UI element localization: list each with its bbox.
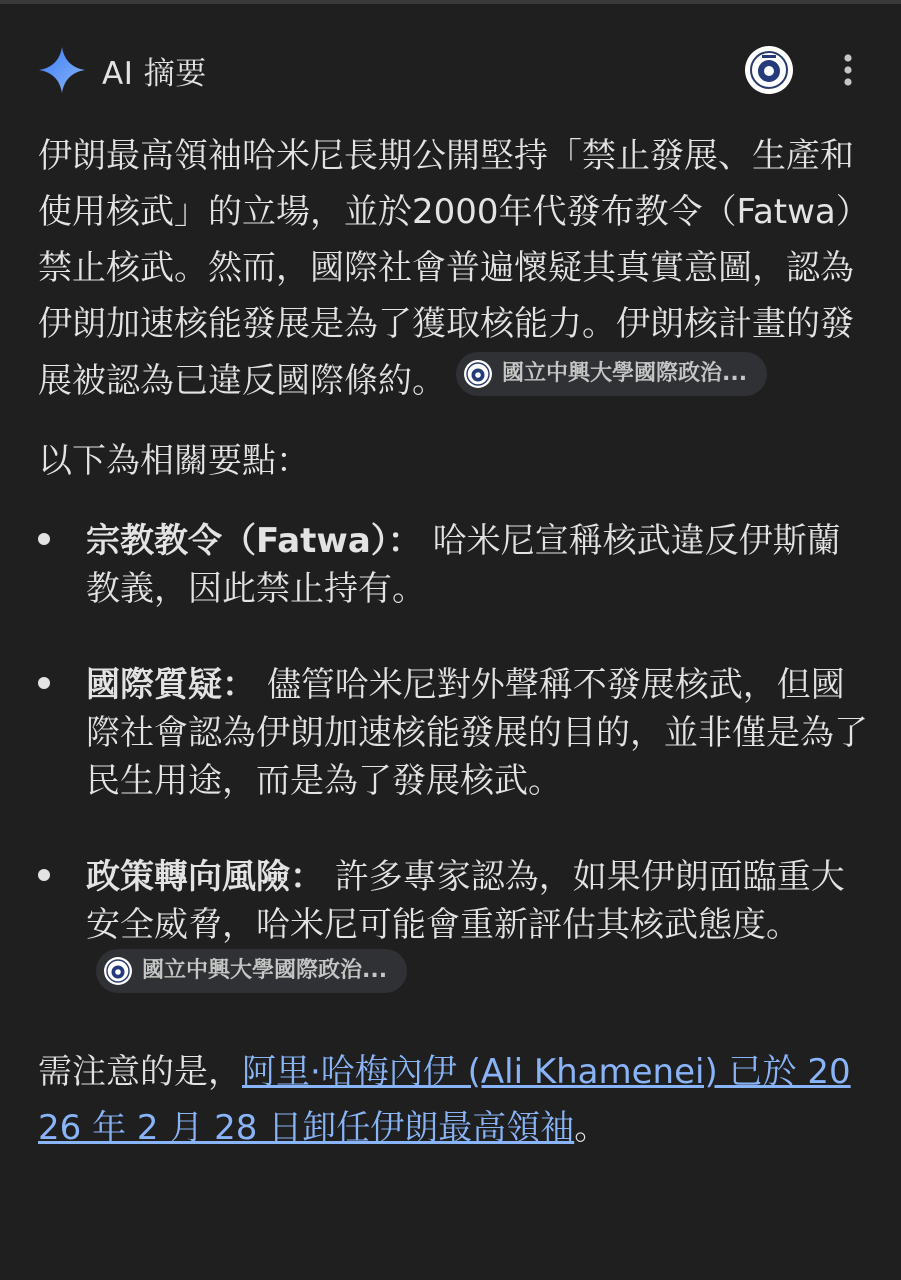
ai-overview-header (38, 40, 863, 100)
gemini-sparkle-icon (38, 46, 86, 94)
key-points-list (38, 517, 868, 1002)
list-item (38, 853, 868, 1002)
point-text: 許多專家認為，如果伊朗面臨重大安全威脅，哈米尼可能會重新評估其核武態度。 (86, 857, 845, 945)
point-title: 宗教教令（Fatwa）： (86, 521, 422, 561)
university-logo-icon (104, 957, 132, 985)
source-chip-label: 國立中興大學國際政治... (502, 361, 748, 386)
more-options-icon[interactable] (833, 45, 863, 95)
ai-overview-content (38, 128, 868, 1156)
bullet-icon (38, 533, 50, 545)
summary-paragraph (38, 128, 868, 409)
source-chip[interactable] (456, 352, 767, 396)
bullet-icon (38, 677, 50, 689)
top-border (0, 0, 901, 4)
point-text: 儘管哈米尼對外聲稱不發展核武，但國際社會認為伊朗加速核能發展的目的，並非僅是為了民生用途，而是為了發展核武。 (86, 665, 868, 801)
point-title: 國際質疑： (86, 665, 256, 705)
note-prefix: 需注意的是， (38, 1052, 242, 1092)
point-title: 政策轉向風險： (86, 857, 324, 897)
point-text: 哈米尼宣稱核武違反伊斯蘭教義，因此禁止持有。 (86, 521, 841, 609)
source-avatar-icon[interactable] (745, 46, 793, 94)
points-intro: 以下為相關要點： (38, 441, 310, 481)
note-link[interactable]: 阿里·哈梅內伊 (Ali Khamenei) 已於 2026 年 2 月 28 日卸任伊朗最高領袖 (38, 1052, 851, 1148)
bullet-icon (38, 869, 50, 881)
note-suffix: 。 (574, 1108, 609, 1148)
university-logo-icon (464, 360, 492, 388)
note-paragraph (38, 1044, 868, 1156)
summary-text: 伊朗最高領袖哈米尼長期公開堅持「禁止發展、生產和使用核武」的立場，並於2000年代發布教令（Fatwa）禁止核武。然而，國際社會普遍懷疑其真實意圖，認為伊朗加速核能發展是為了獲取核能力。伊朗核計畫的發展被認為已違反國際條約。 (38, 136, 854, 401)
list-item (38, 661, 868, 805)
source-chip[interactable] (96, 949, 407, 993)
header-title: AI 摘要 (102, 55, 207, 92)
source-chip-label: 國立中興大學國際政治... (142, 958, 388, 983)
list-item (38, 517, 868, 613)
